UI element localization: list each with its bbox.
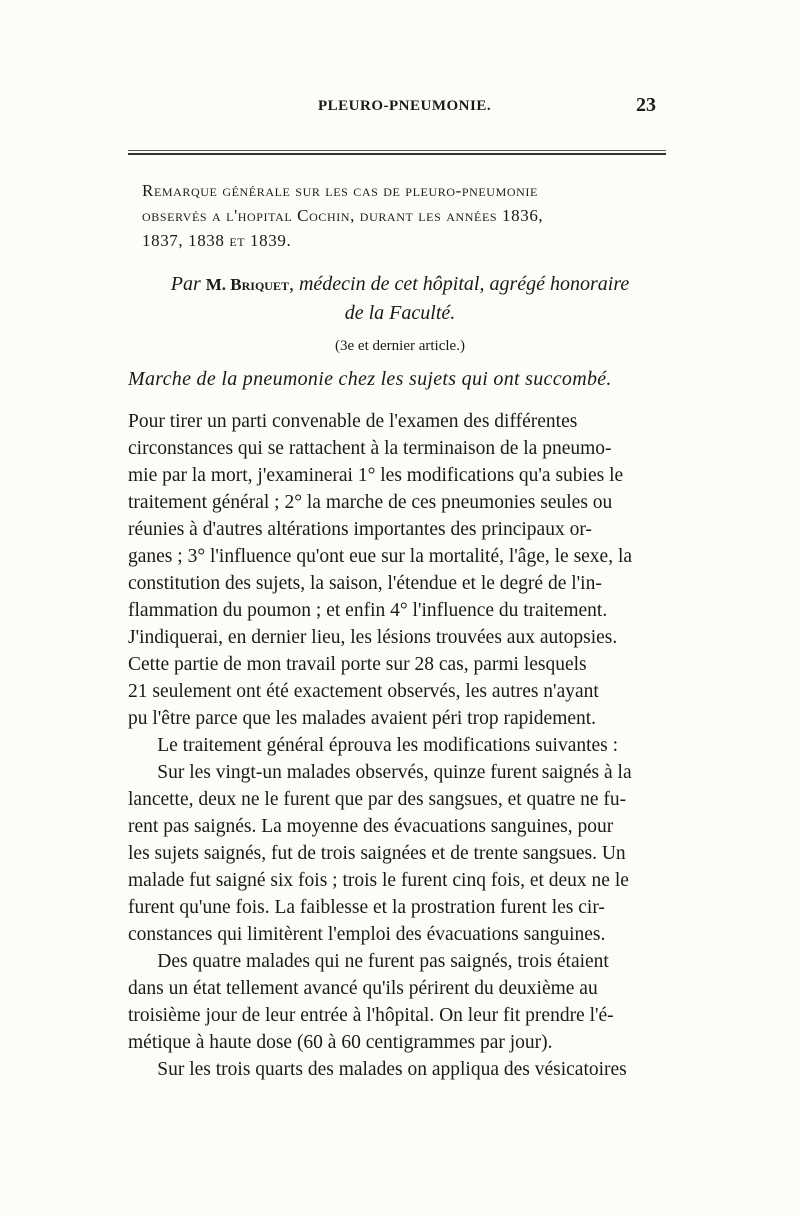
byline-line-2: de la Faculté. <box>344 302 456 324</box>
text-line: constances qui limitèrent l'emploi des évacuations sanguines. <box>128 924 606 945</box>
author-byline <box>130 270 670 327</box>
text-line: traitement général ; 2° la marche de ces pneumonies seules ou <box>128 492 613 513</box>
title-line: Remarque générale sur les cas de pleuro-pneumonie <box>142 181 538 200</box>
text-line: J'indiquerai, en dernier lieu, les lésions trouvées aux autopsies. <box>128 627 618 648</box>
text-line: dans un état tellement avancé qu'ils périrent du deuxième au <box>128 978 598 999</box>
author-name: M. Briquet <box>205 275 289 294</box>
author-affiliation: , médecin de cet hôpital, agrégé honoraire <box>288 273 630 295</box>
article-title <box>142 178 672 253</box>
text-line: constitution des sujets, la saison, l'étendue et le degré de l'in- <box>128 573 602 594</box>
running-head: PLEURO-PNEUMONIE. <box>318 98 492 114</box>
section-heading: Marche de la pneumonie chez les sujets qui ont succombé. <box>128 368 612 390</box>
body-text <box>128 408 678 1083</box>
text-line: lancette, deux ne le furent que par des sangsues, et quatre ne fu- <box>128 789 627 810</box>
header-rule <box>128 150 666 155</box>
text-line: mie par la mort, j'examinerai 1° les modifications qu'a subies le <box>128 465 624 486</box>
text-line: malade fut saigné six fois ; trois le furent cinq fois, et deux ne le <box>128 870 629 891</box>
text-line: circonstances qui se rattachent à la terminaison de la pneumo- <box>128 438 612 459</box>
byline-prefix: Par <box>170 273 206 295</box>
text-line: Sur les trois quarts des malades on appliqua des vésicatoires <box>128 1059 627 1080</box>
text-line: les sujets saignés, fut de trois saignées et de trente sangsues. Un <box>128 843 626 864</box>
text-line: Cette partie de mon travail porte sur 28 cas, parmi lesquels <box>128 654 587 675</box>
text-line: Des quatre malades qui ne furent pas saignés, trois étaient <box>128 951 609 972</box>
title-line: 1837, 1838 et 1839. <box>142 231 292 250</box>
text-line: Pour tirer un parti convenable de l'examen des différentes <box>128 411 578 432</box>
article-note: (3e et dernier article.) <box>335 338 465 354</box>
text-line: 21 seulement ont été exactement observés, les autres n'ayant <box>128 681 599 702</box>
text-line: troisième jour de leur entrée à l'hôpital. On leur fit prendre l'é- <box>128 1005 614 1026</box>
text-line: métique à haute dose (60 à 60 centigrammes par jour). <box>128 1032 553 1053</box>
title-line: observés a l'hopital Cochin, durant les années 1836, <box>142 206 544 225</box>
text-line: ganes ; 3° l'influence qu'ont eue sur la mortalité, l'âge, le sexe, la <box>128 546 633 567</box>
text-line: réunies à d'autres altérations importantes des principaux or- <box>128 519 592 540</box>
text-line: Sur les vingt-un malades observés, quinze furent saignés à la <box>128 762 632 783</box>
byline-line-1 <box>130 270 670 299</box>
page-number: 23 <box>636 94 656 116</box>
text-line: pu l'être parce que les malades avaient péri trop rapidement. <box>128 708 597 729</box>
text-line: Le traitement général éprouva les modifications suivantes : <box>128 735 619 756</box>
text-line: furent qu'une fois. La faiblesse et la prostration furent les cir- <box>128 897 605 918</box>
text-line: flammation du poumon ; et enfin 4° l'influence du traitement. <box>128 600 608 621</box>
text-line: rent pas saignés. La moyenne des évacuations sanguines, pour <box>128 816 614 837</box>
